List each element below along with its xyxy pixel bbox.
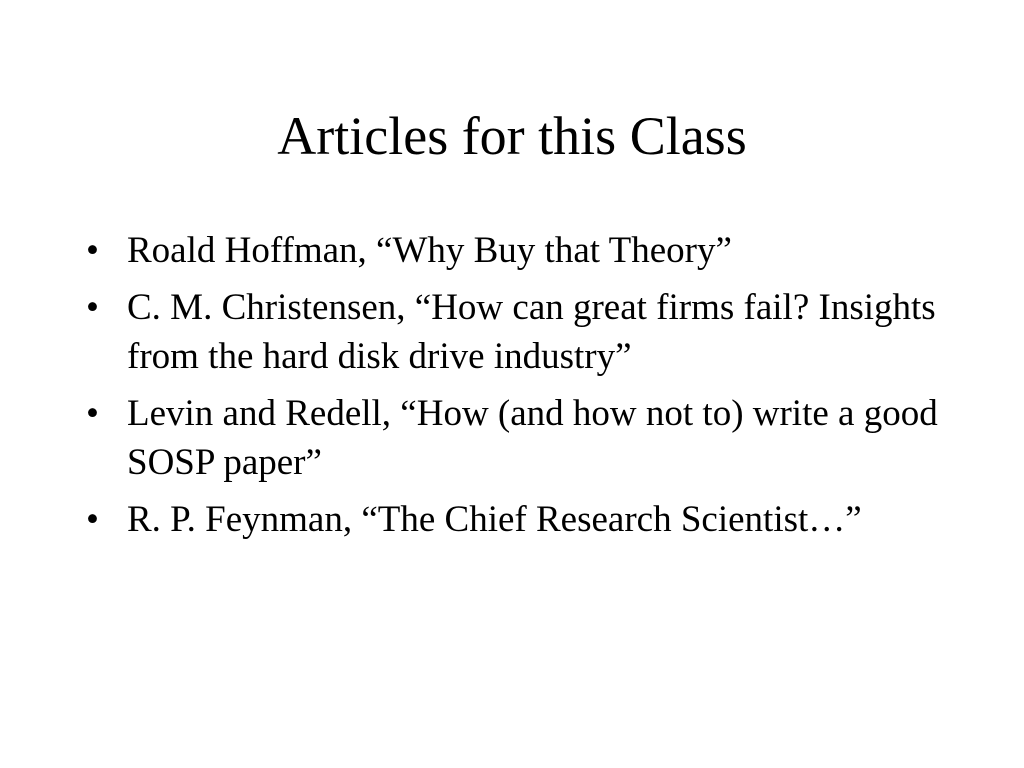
- bullet-icon: •: [86, 393, 99, 434]
- bullet-icon: •: [86, 499, 99, 540]
- bullet-icon: •: [86, 287, 99, 328]
- slide-title: Articles for this Class: [277, 106, 747, 166]
- article-list: [86, 226, 946, 552]
- list-item-text: Roald Hoffman, “Why Buy that Theory”: [127, 230, 732, 271]
- bullet-icon: •: [86, 230, 99, 271]
- list-item: [86, 283, 946, 381]
- list-item: [86, 226, 946, 275]
- list-item-text: R. P. Feynman, “The Chief Research Scientist…”: [127, 499, 862, 540]
- list-item: [86, 495, 946, 544]
- list-item-text: C. M. Christensen, “How can great firms fail? Insights from the hard disk drive industry”: [127, 287, 936, 377]
- list-item: [86, 389, 946, 487]
- list-item-text: Levin and Redell, “How (and how not to) write a good SOSP paper”: [127, 393, 938, 483]
